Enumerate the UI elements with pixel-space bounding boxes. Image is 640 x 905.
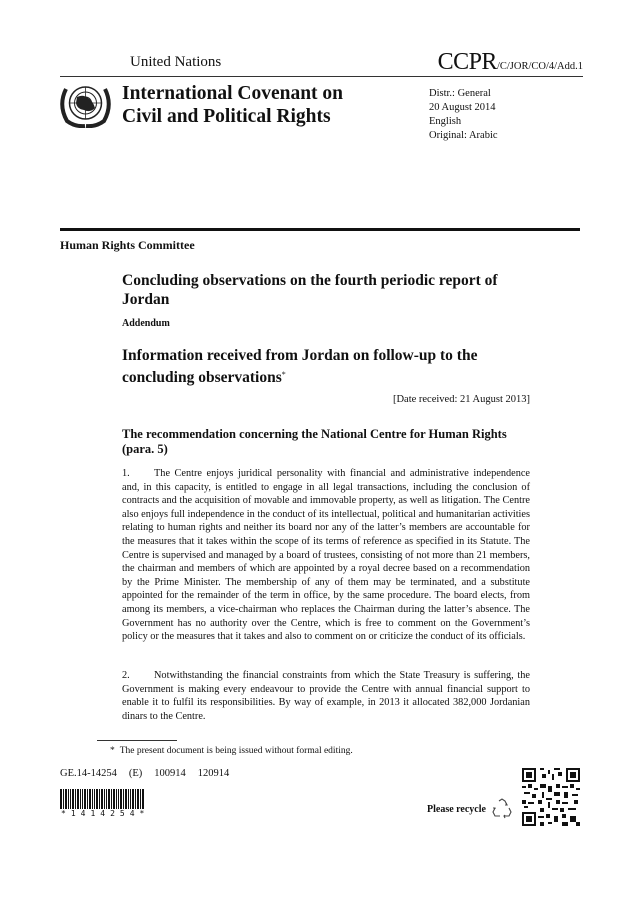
paragraph-2	[122, 669, 530, 723]
report-heading: Concluding observations on the fourth periodic report of Jordan	[122, 272, 498, 308]
footnote	[110, 746, 353, 756]
ge-code: GE.14-14254	[60, 768, 117, 779]
date-code-1: 100914	[154, 768, 186, 779]
covenant-title-line2: Civil and Political Rights	[122, 106, 331, 127]
paragraph-1	[122, 467, 530, 644]
covenant-title	[122, 82, 343, 128]
barcode-icon	[60, 789, 152, 809]
committee-name: Human Rights Committee	[60, 238, 195, 252]
header-rule	[60, 76, 583, 77]
distribution-block	[429, 87, 498, 143]
section-rule	[60, 228, 580, 231]
recycle-icon	[490, 798, 514, 820]
organization-name: United Nations	[130, 54, 222, 70]
original-language: Original: Arabic	[429, 130, 498, 141]
paragraph-text: Notwithstanding the financial constraints from which the State Treasury is suffering, the Government is making every endeavour to provide the Centre with annual financial support to enable it to fulfil its responsibilities. By way of example, in 2013 it allocated 382,000 Jordanian dinars to the Centre.	[122, 670, 530, 722]
language: English	[429, 116, 462, 127]
recycle-label: Please recycle	[427, 803, 486, 815]
symbol-main: CCPR	[437, 49, 497, 75]
distribution-type: Distr.: General	[429, 88, 491, 99]
job-number	[60, 768, 241, 779]
recycle-notice	[427, 798, 514, 820]
footnote-marker: *	[110, 746, 115, 756]
qr-code-icon	[522, 768, 580, 826]
paragraph-number: 1.	[122, 468, 130, 479]
followup-heading	[122, 346, 532, 387]
date-received: [Date received: 21 August 2013]	[392, 394, 530, 405]
footnote-rule	[97, 740, 177, 741]
language-code: (E)	[128, 768, 143, 779]
barcode-number: *1414254*	[61, 809, 150, 818]
date-code-2: 120914	[197, 768, 230, 779]
un-emblem-icon	[57, 81, 114, 128]
followup-heading-text: Information received from Jordan on follow-up to the concluding observations	[122, 347, 478, 386]
symbol-suffix: /C/JOR/CO/4/Add.1	[496, 61, 583, 72]
footnote-text: The present document is being issued without formal editing.	[119, 746, 353, 756]
issue-date: 20 August 2014	[429, 102, 496, 113]
paragraph-number: 2.	[122, 670, 130, 681]
paragraph-text: The Centre enjoys juridical personality with financial and administrative independence and, in this capacity, is entitled to engage in all legal transactions, including the conclusion of contracts and the acquisition of movable and immovable property, as well as litigation. The Centre also enjoys full independence in the conduct of its intellectual, political and humanitarian activities relating to human rights and neither its board nor any of the latter’s members are accountable for the measures that it takes within the scope of its terms of reference as specified in its Statute. The Centre is supervised and managed by a board of trustees, consisting of not more than 21 members, the chairman and members of which are appointed by a royal decree based on a recommendation by the Prime Minister. The membership of any of them may be terminated, and a substitute appointed for the remainder of the term in office, by the same procedure. The board elects, from among its members, a vice-chairman who replaces the Chairman during the latter’s absence. The Government has no authority over the Centre, which is free to comment on the Government’s policy or the measures that it takes and also to comment on or criticize the conduct of its officials.	[122, 468, 530, 643]
footnote-reference[interactable]: *	[281, 370, 286, 379]
document-symbol	[438, 49, 583, 76]
recommendation-heading: The recommendation concerning the National Centre for Human Rights (para. 5)	[122, 427, 507, 456]
addendum-label: Addendum	[122, 318, 170, 329]
covenant-title-line1: International Covenant on	[122, 83, 344, 104]
